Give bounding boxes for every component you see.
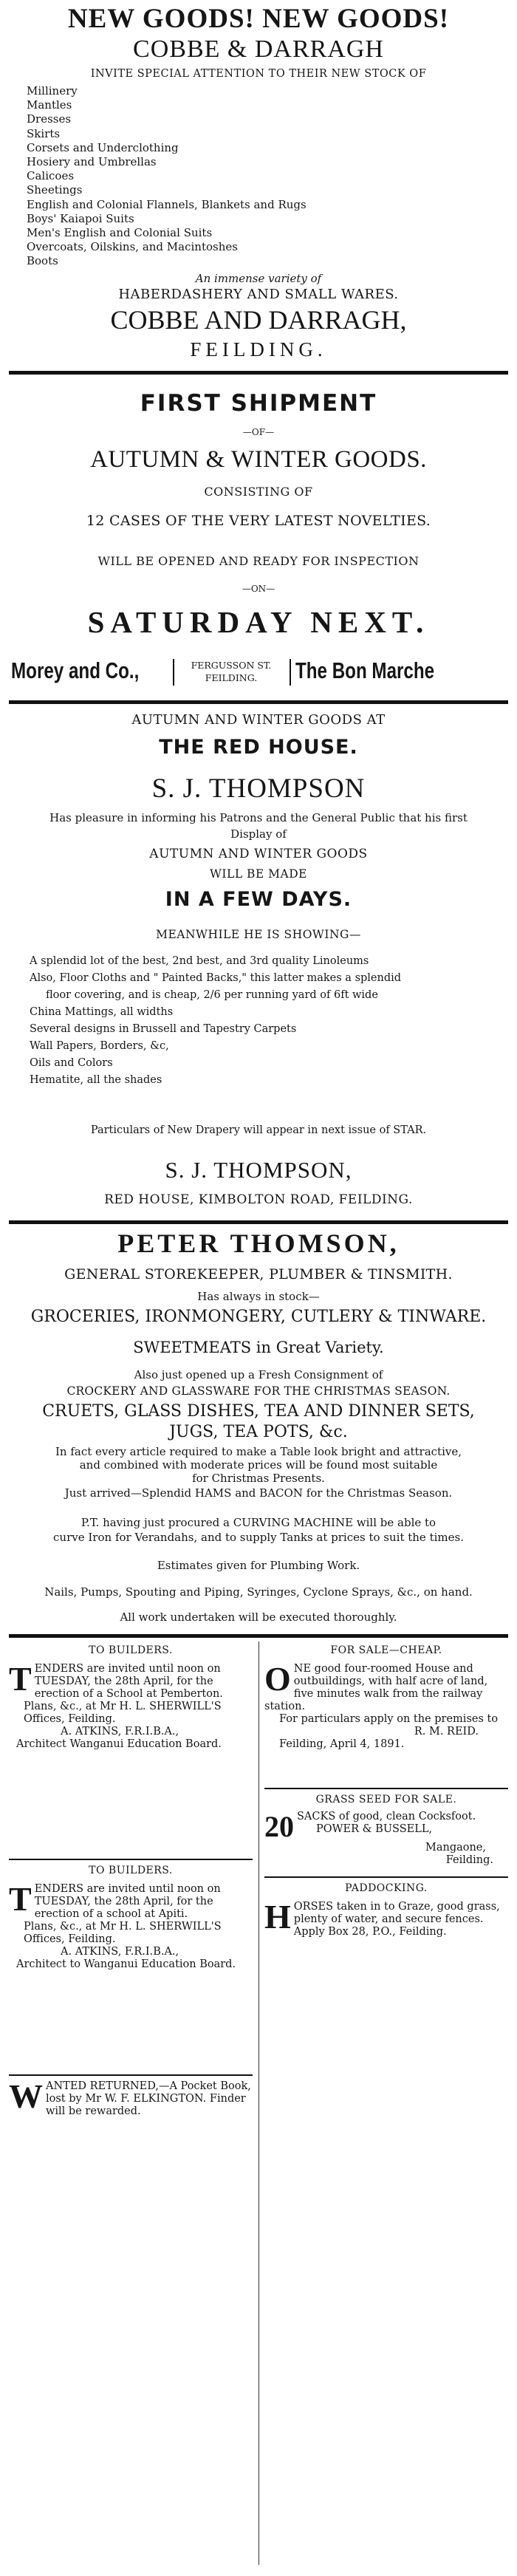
- ad4-jugs: JUGS, TEA POTS, &c.: [169, 1423, 348, 1441]
- list-item: A splendid lot of the best, 2nd best, and 3rd quality Linoleums: [30, 955, 369, 967]
- for-sale-dropcap: O: [264, 1660, 291, 1698]
- ad3-address: RED HOUSE, KIMBOLTON ROAD, FEILDING.: [104, 1192, 413, 1207]
- ad4-arrived: Just arrived—Splendid HAMS and BACON for the Christmas Season.: [64, 1486, 453, 1500]
- list-item: floor covering, and is cheap, 2/6 per running yard of 6ft wide: [46, 989, 378, 1001]
- ad2-sep-left: [173, 659, 174, 686]
- ad2-of: —OF—: [242, 427, 275, 437]
- paddocking-heading: PADDOCKING.: [345, 1882, 428, 1894]
- ad2-goods: AUTUMN & WINTER GOODS.: [90, 446, 427, 473]
- list-item: China Mattings, all widths: [30, 1006, 174, 1018]
- list-item: Overcoats, Oilskins, and Macintoshes: [27, 240, 238, 254]
- builders2-plans: Plans, &c., at Mr H. L. SHERWILL'S Offices, Feilding.: [24, 1921, 222, 1945]
- ad4-opened: Also just opened up a Fresh Consignment of: [134, 1368, 383, 1381]
- ad-builders-2: [9, 1865, 253, 1971]
- builders1-body-wrap: [9, 1660, 253, 1701]
- builders1-plans: Plans, &c., at Mr H. L. SHERWILL'S Offices, Feilding.: [24, 1701, 222, 1725]
- ad4-trade: GENERAL STOREKEEPER, PLUMBER & TINSMITH.: [64, 1266, 453, 1282]
- ad1-item-list: [27, 84, 307, 269]
- ad-builders-1: [9, 1644, 253, 1751]
- list-item: Also, Floor Cloths and " Painted Backs," this latter makes a splendid: [30, 972, 402, 984]
- ad2-footer-row: [9, 655, 508, 691]
- wanted-body: ANTED RETURNED,—A Pocket Book, lost by Mr W. F. ELKINGTON. Finder will be rewarded.: [46, 2080, 251, 2117]
- builders1-dropcap: T: [9, 1660, 32, 1698]
- list-item: English and Colonial Flannels, Blankets and Rugs: [27, 197, 307, 211]
- list-item: Men's English and Colonial Suits: [27, 226, 213, 240]
- grass-place1: Mangaone,: [425, 1842, 486, 1854]
- grass-place2: Feilding.: [445, 1854, 493, 1866]
- for-sale-body: NE good four-roomed House and outbuildings, with half acre of land, five minutes walk from the railway station.: [264, 1663, 488, 1712]
- small-ads-column-divider: [258, 1641, 259, 2565]
- grass-firm: POWER & BUSSELL,: [316, 1823, 433, 1835]
- builders1-role: Architect Wanganui Education Board.: [16, 1738, 222, 1750]
- ad1-variety: An immense variety of: [195, 272, 322, 285]
- paddocking-dropcap: H: [264, 1898, 291, 1936]
- ad1-firm2: COBBE AND DARRAGH,: [110, 305, 407, 335]
- ad3-name: S. J. THOMPSON: [151, 773, 366, 804]
- ad4-groceries: GROCERIES, IRONMONGERY, CUTLERY & TINWARE.: [30, 1308, 487, 1326]
- ad4-fact3: for Christmas Presents.: [192, 1472, 325, 1485]
- ad4-name: PETER THOMSON,: [117, 1229, 400, 1258]
- builders2-signer: A. ATKINS, F.R.I.B.A.,: [61, 1946, 179, 1958]
- ad-grass-seed: [264, 1794, 508, 1867]
- divider: [9, 1634, 508, 1638]
- ad3-house: THE RED HOUSE.: [159, 736, 358, 759]
- ad4-machine1: P.T. having just procured a CURVING MACHINE will be able to: [81, 1516, 436, 1529]
- paddocking-body-wrap: [264, 1898, 508, 1938]
- list-item: Hosiery and Umbrellas: [27, 155, 157, 169]
- for-sale-signer: R. M. REID.: [414, 1726, 479, 1738]
- for-sale-apply: For particulars apply on the premises to: [279, 1713, 499, 1725]
- ad4-stock: Has always in stock—: [197, 1290, 320, 1303]
- for-sale-heading: FOR SALE—CHEAP.: [330, 1644, 442, 1656]
- list-item: Oils and Colors: [30, 1057, 113, 1069]
- ad2-title: FIRST SHIPMENT: [140, 390, 377, 417]
- ad2-opened: WILL BE OPENED AND READY FOR INSPECTION: [97, 554, 420, 568]
- builders2-heading: TO BUILDERS.: [89, 1865, 173, 1876]
- ad3-display: Display of: [230, 827, 287, 841]
- ad1-invite: INVITE SPECIAL ATTENTION TO THEIR NEW STOCK OF: [90, 68, 427, 80]
- divider: [9, 1859, 253, 1860]
- ad4-nails: Nails, Pumps, Spouting and Piping, Syringes, Cyclone Sprays, &c., on hand.: [44, 1585, 473, 1599]
- builders2-dropcap: T: [9, 1880, 32, 1918]
- list-item: Mantles: [27, 98, 72, 112]
- for-sale-body-wrap: [264, 1660, 508, 1713]
- ad3-drapery: Particulars of New Drapery will appear in next issue of STAR.: [90, 1124, 427, 1136]
- wanted-dropcap: W: [9, 2077, 43, 2115]
- builders2-body-wrap: [9, 1880, 253, 1921]
- ad3-goods: AUTUMN AND WINTER GOODS: [149, 847, 368, 861]
- ad2-address-town: FEILDING.: [205, 672, 258, 683]
- divider: [9, 371, 508, 375]
- ad2-cases: 12 CASES OF THE VERY LATEST NOVELTIES.: [86, 513, 431, 529]
- ad3-meanwhile: MEANWHILE HE IS SHOWING—: [156, 928, 361, 941]
- divider: [9, 700, 508, 704]
- list-item: Boots: [27, 254, 58, 268]
- ad2-address: [176, 659, 287, 684]
- ad4-sweetmeats: SWEETMEATS in Great Variety.: [133, 1339, 384, 1356]
- grass-number: 20: [264, 1810, 294, 1843]
- builders2-body: ENDERS are invited until noon on TUESDAY, the 28th April, for the erection of a school at Apiti.: [34, 1883, 221, 1920]
- divider: [264, 1876, 508, 1878]
- list-item: Boys' Kaiapoi Suits: [27, 211, 134, 225]
- ad3-days: IN A FEW DAYS.: [165, 888, 352, 911]
- ad4-fact2: and combined with moderate prices will be found most suitable: [79, 1458, 438, 1472]
- ad3-pleasure: Has pleasure in informing his Patrons and the General Public that his first: [49, 811, 468, 824]
- list-item: Wall Papers, Borders, &c,: [30, 1040, 169, 1052]
- ad4-estimates: Estimates given for Plumbing Work.: [157, 1559, 360, 1572]
- ad1-headline: NEW GOODS! NEW GOODS!: [67, 4, 450, 34]
- grass-body: SACKS of good, clean Cocksfoot.: [297, 1811, 476, 1822]
- divider: [264, 1788, 508, 1789]
- builders1-body: ENDERS are invited until noon on TUESDAY, the 28th April, for the erection of a School at Pemberton.: [34, 1663, 223, 1700]
- list-item: Dresses: [27, 112, 72, 126]
- ad-for-sale: [264, 1644, 508, 1751]
- ad1-firm: COBBE & DARRAGH: [133, 35, 384, 63]
- ad-paddocking: [264, 1882, 508, 1938]
- ad4-cruets: CRUETS, GLASS DISHES, TEA AND DINNER SETS,: [42, 1402, 475, 1421]
- list-item: Millinery: [27, 84, 78, 98]
- ad3-showing-list: [30, 953, 401, 1089]
- for-sale-date: Feilding, April 4, 1891.: [279, 1738, 405, 1750]
- list-item: Several designs in Brussell and Tapestry Carpets: [30, 1023, 297, 1035]
- ad2-address-street: FERGUSSON ST.: [191, 660, 272, 671]
- list-item: Calicoes: [27, 169, 75, 183]
- ad3-will-be: WILL BE MADE: [209, 867, 307, 881]
- ad1-haberdashery: HABERDASHERY AND SMALL WARES.: [118, 287, 399, 302]
- divider: [9, 1220, 508, 1224]
- ad3-name2: S. J. THOMPSON,: [165, 1157, 352, 1183]
- ad2-bon-marche: The Bon Marche: [295, 657, 435, 683]
- builders1-heading: TO BUILDERS.: [89, 1644, 173, 1656]
- ad2-consisting: CONSISTING OF: [204, 485, 313, 499]
- ad2-morey: Morey and Co.,: [11, 657, 140, 683]
- builders1-signer: A. ATKINS, F.R.I.B.A.,: [61, 1726, 179, 1738]
- ad4-machine2: curve Iron for Verandahs, and to supply Tanks at prices to suit the times.: [53, 1531, 464, 1544]
- divider: [9, 2074, 253, 2076]
- ad1-town: FEILDING.: [190, 338, 327, 361]
- list-item: Corsets and Underclothing: [27, 140, 179, 154]
- list-item: Skirts: [27, 126, 61, 140]
- ad2-sep-right: [290, 659, 291, 686]
- ad2-on: —ON—: [242, 584, 275, 594]
- ad3-intro: AUTUMN AND WINTER GOODS AT: [131, 712, 386, 728]
- builders2-role: Architect to Wanganui Education Board.: [16, 1958, 236, 1970]
- grass-heading: GRASS SEED FOR SALE.: [315, 1794, 457, 1805]
- list-item: Sheetings: [27, 183, 83, 197]
- ad4-work: All work undertaken will be executed thoroughly.: [120, 1610, 397, 1624]
- list-item: Hematite, all the shades: [30, 1074, 162, 1086]
- ad4-crockery: CROCKERY AND GLASSWARE FOR THE CHRISTMAS SEASON.: [66, 1384, 451, 1398]
- ad2-day: SATURDAY NEXT.: [87, 605, 430, 639]
- paddocking-body: ORSES taken in to Graze, good grass, plenty of water, and secure fences. Apply Box 28, P.O., Feilding.: [293, 1901, 500, 1938]
- ad-wanted: [9, 2077, 253, 2118]
- ad4-fact1: In fact every article required to make a Table look bright and attractive,: [55, 1445, 462, 1458]
